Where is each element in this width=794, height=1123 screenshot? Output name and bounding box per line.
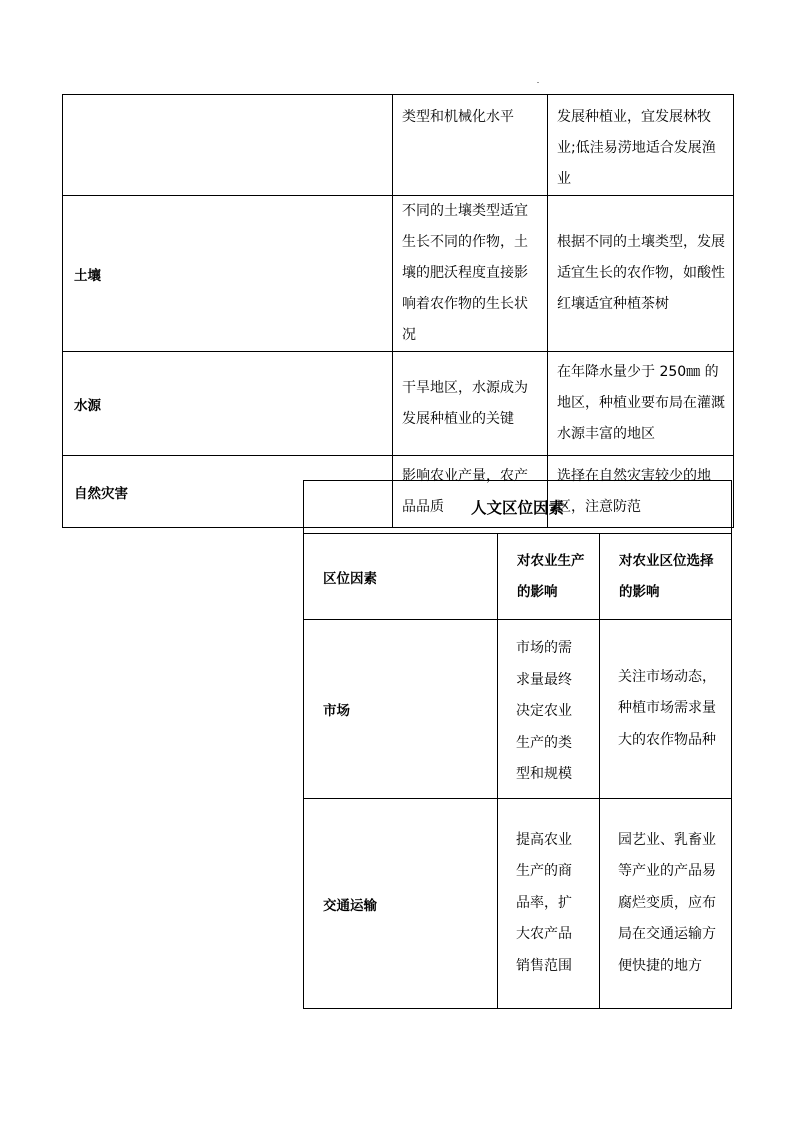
choice-cell: 在年降水量少于 250㎜ 的地区，种植业要布局在灌溉水源丰富的地区	[548, 352, 734, 456]
impact-cell: 市场的需求量最终决定农业生产的类型和规模	[498, 620, 600, 799]
table-header-row	[304, 534, 732, 620]
choice-cell: 选择在自然灾害较少的地区，注意防范	[548, 456, 734, 528]
factor-cell: 土壤	[63, 196, 393, 352]
table-title-row	[304, 481, 732, 534]
choice-cell: 园艺业、乳畜业等产业的产品易腐烂变质，应布局在交通运输方便快捷的地方	[600, 799, 732, 1009]
choice-cell: 发展种植业，宜发展林牧业;低洼易涝地适合发展渔业	[548, 95, 734, 196]
table-row	[63, 95, 734, 196]
table-row	[304, 620, 732, 799]
human-factors-table	[303, 480, 732, 1009]
impact-cell: 干旱地区，水源成为发展种植业的关键	[393, 352, 548, 456]
impact-cell: 提高农业生产的商品率，扩大农产品销售范围	[498, 799, 600, 1009]
choice-cell: 关注市场动态，种植市场需求量大的农作物品种	[600, 620, 732, 799]
page-marker-dot	[537, 82, 539, 83]
header-choice: 对农业区位选择的影响	[600, 534, 732, 620]
impact-cell: 不同的土壤类型适宜生长不同的作物，土壤的肥沃程度直接影响着农作物的生长状况	[393, 196, 548, 352]
table-row	[63, 352, 734, 456]
factor-cell: 水源	[63, 352, 393, 456]
impact-cell: 影响农业产量，农产品品质	[393, 456, 548, 528]
table-title: 人文区位因素	[304, 481, 732, 534]
factor-cell: 市场	[304, 620, 498, 799]
natural-factors-table	[62, 94, 734, 528]
factor-cell: 自然灾害	[63, 456, 393, 528]
factor-cell: 交通运输	[304, 799, 498, 1009]
header-factor: 区位因素	[304, 534, 498, 620]
choice-cell: 根据不同的土壤类型，发展适宜生长的农作物，如酸性红壤适宜种植茶树	[548, 196, 734, 352]
factor-cell	[63, 95, 393, 196]
table-row	[304, 799, 732, 1009]
impact-cell: 类型和机械化水平	[393, 95, 548, 196]
table-row	[63, 196, 734, 352]
header-impact: 对农业生产的影响	[498, 534, 600, 620]
